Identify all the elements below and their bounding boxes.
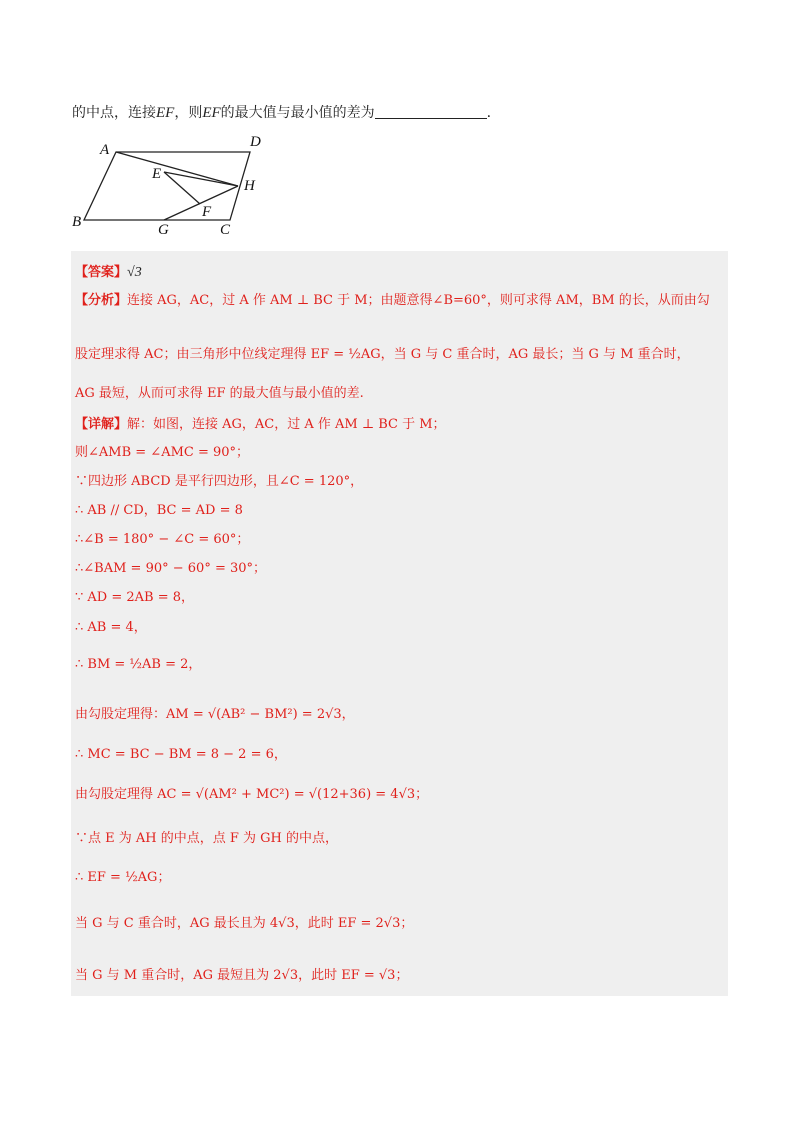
step-11: 由勾股定理得 AC = √(AM² + MC²) = √(12+36) = 4√3； <box>75 787 429 802</box>
step-13: ∴ EF = ½AG； <box>75 870 171 885</box>
answer-value: √3 <box>127 265 142 280</box>
question-prefix: 的中点，连接 <box>72 105 156 121</box>
step-6: ∵ AD = 2AB = 8， <box>75 590 195 605</box>
label-c: C <box>220 222 231 238</box>
label-a: A <box>100 142 110 158</box>
step-3: ∴ AB // CD，BC = AD = 8 <box>75 503 243 518</box>
segment-gh <box>164 186 238 220</box>
answer-tag: 【答案】 <box>75 265 128 280</box>
label-f: F <box>202 204 212 220</box>
question-line <box>72 102 491 122</box>
segment-eh <box>164 172 238 186</box>
answer-blank[interactable] <box>375 104 487 119</box>
label-d: D <box>250 134 261 150</box>
detail-text-1: 解：如图，连接 AG，AC，过 A 作 AM ⊥ BC 于 M； <box>127 417 446 432</box>
question-ef: EF <box>156 105 175 121</box>
step-4: ∴∠B = 180° − ∠C = 60°； <box>75 532 250 547</box>
answer-line <box>75 261 142 281</box>
question-mid: ，则 <box>174 105 203 121</box>
analysis-text-1: 连接 AG，AC，过 A 作 AM ⊥ BC 于 M；由题意得∠B=60°，则可求得 AM，BM 的长，从而由勾 <box>127 293 710 308</box>
step-15: 当 G 与 M 重合时，AG 最短且为 2√3，此时 EF = √3； <box>75 968 409 983</box>
step-8: ∴ BM = ½AB = 2， <box>75 657 202 672</box>
label-b: B <box>72 214 82 230</box>
label-g: G <box>158 222 169 238</box>
step-1: 则∠AMB = ∠AMC = 90°； <box>75 445 250 460</box>
analysis-tag: 【分析】 <box>75 293 128 308</box>
analysis-line-1 <box>75 289 710 308</box>
detail-tag: 【详解】 <box>75 417 128 432</box>
step-12: ∵点 E 为 AH 的中点，点 F 为 GH 的中点， <box>75 831 339 846</box>
step-2: ∵四边形 ABCD 是平行四边形，且∠C = 120°， <box>75 474 364 489</box>
analysis-line-3: AG 最短，从而可求得 EF 的最大值与最小值的差. <box>75 386 364 401</box>
step-10: ∴ MC = BC − BM = 8 − 2 = 6， <box>75 747 287 762</box>
analysis-line-2: 股定理求得 AC；由三角形中位线定理得 EF = ½AG，当 G 与 C 重合时，AG 最长；当 G 与 M 重合时， <box>75 347 690 362</box>
parallelogram-abcd <box>84 152 250 220</box>
step-14: 当 G 与 C 重合时，AG 最长且为 4√3，此时 EF = 2√3； <box>75 916 414 931</box>
parallelogram-figure <box>70 130 270 242</box>
label-h: H <box>244 178 255 194</box>
step-7: ∴ AB = 4， <box>75 620 147 635</box>
segment-ef <box>164 172 200 204</box>
segment-ah <box>116 152 238 186</box>
step-5: ∴∠BAM = 90° − 60° = 30°； <box>75 561 267 576</box>
solution-panel <box>71 251 728 996</box>
question-ef-2: EF <box>202 105 221 121</box>
label-e: E <box>152 166 162 182</box>
question-suffix: 的最大值与最小值的差为 <box>220 105 375 121</box>
question-end: . <box>486 105 492 121</box>
detail-line-1 <box>75 413 446 432</box>
step-9: 由勾股定理得：AM = √(AB² − BM²) = 2√3， <box>75 707 355 722</box>
